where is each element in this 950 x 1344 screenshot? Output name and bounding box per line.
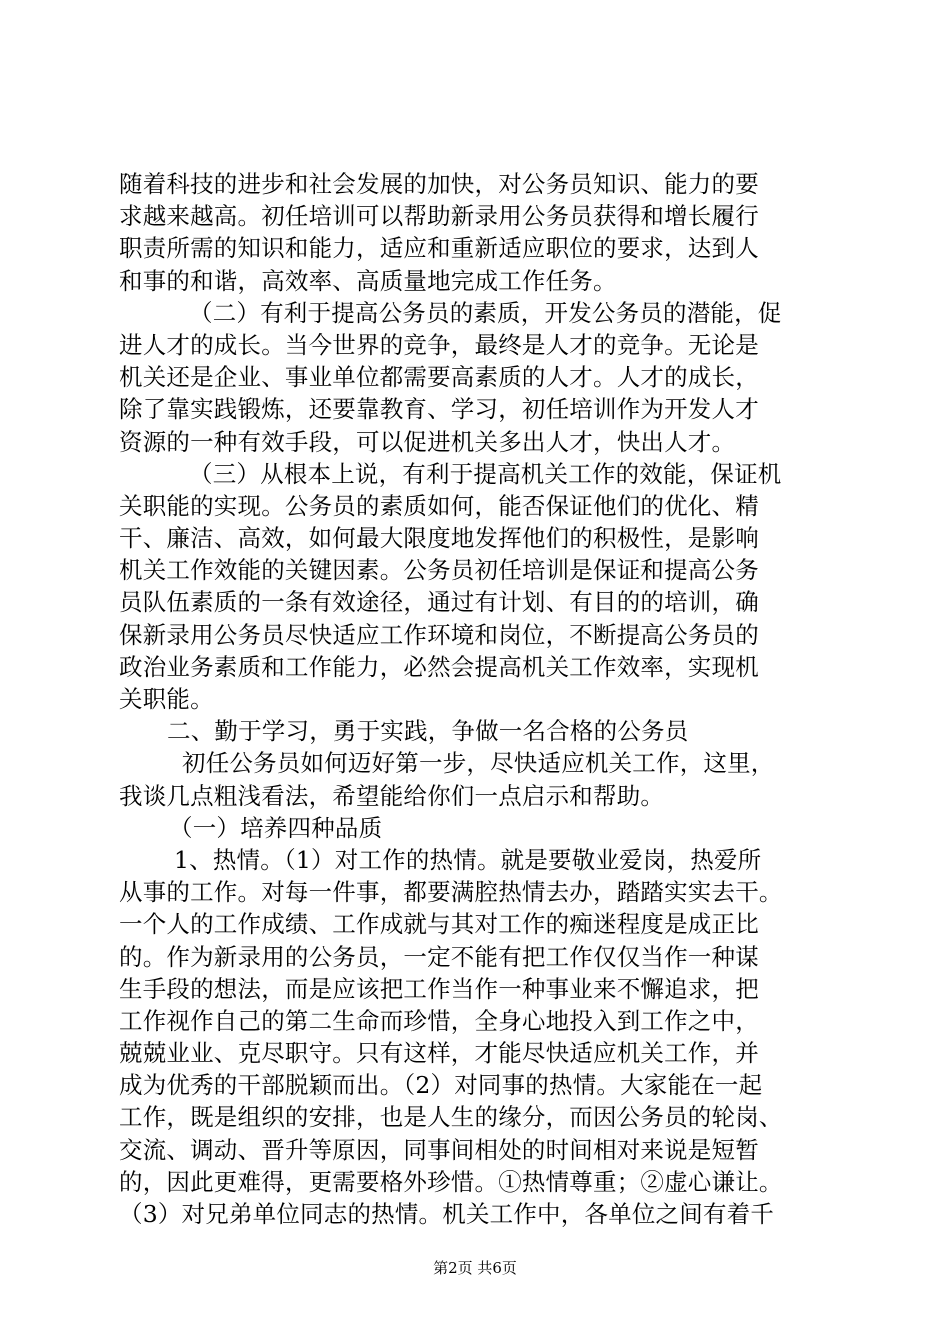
- text-line: 关职能的实现。公务员的素质如何，能否保证他们的优化、精: [119, 491, 759, 520]
- text-line: （三）从根本上说，有利于提高机关工作的效能，保证机: [189, 459, 782, 488]
- text-line: （二）有利于提高公务员的素质，开发公务员的潜能，促: [189, 298, 782, 327]
- text-line: 生手段的想法，而是应该把工作当作一种事业来不懈追求，把: [119, 974, 759, 1003]
- text-line: 的。作为新录用的公务员，一定不能有把工作仅仅当作一种谋: [119, 942, 759, 971]
- text-line: 资源的一种有效手段，可以促进机关多出人才，快出人才。: [119, 427, 736, 456]
- text-line: 除了靠实践锻炼，还要靠教育、学习，初任培训作为开发人才: [119, 395, 759, 424]
- text-line: 一个人的工作成绩、工作成就与其对工作的痴迷程度是成正比: [119, 910, 759, 939]
- text-line: 机关工作效能的关键因素。公务员初任培训是保证和提高公务: [119, 556, 759, 585]
- text-line: 政治业务素质和工作能力，必然会提高机关工作效率，实现机: [119, 652, 759, 681]
- text-line: 和事的和谐，高效率、高质量地完成工作任务。: [119, 266, 617, 295]
- text-line: 的，因此更难得，更需要格外珍惜。①热情尊重；②虚心谦让。: [119, 1167, 783, 1196]
- text-line: 工作视作自己的第二生命而珍惜，全身心地投入到工作之中，: [119, 1006, 759, 1035]
- text-line: 初任公务员如何迈好第一步，尽快适应机关工作，这里，: [182, 749, 775, 778]
- text-line: 从事的工作。对每一件事，都要满腔热情去办，踏踏实实去干。: [119, 878, 783, 907]
- section-heading: 二、勤于学习，勇于实践，争做一名合格的公务员: [167, 717, 689, 746]
- text-line: 我谈几点粗浅看法，希望能给你们一点启示和帮助。: [119, 781, 665, 810]
- subsection-heading: （一）培养四种品质: [169, 813, 383, 842]
- text-line: 职责所需的知识和能力，适应和重新适应职位的要求，达到人: [119, 234, 759, 263]
- document-body: [119, 168, 834, 1230]
- text-line: 求越来越高。初任培训可以帮助新录用公务员获得和增长履行: [119, 202, 759, 231]
- text-line: 员队伍素质的一条有效途径，通过有计划、有目的的培训，确: [119, 588, 759, 617]
- text-line: 工作，既是组织的安排，也是人生的缘分，而因公务员的轮岗、: [119, 1103, 783, 1132]
- text-line: 进人才的成长。当今世界的竞争，最终是人才的竞争。无论是: [119, 330, 759, 359]
- text-line: 随着科技的进步和社会发展的加快，对公务员知识、能力的要: [119, 170, 759, 198]
- text-line: 干、廉洁、高效，如何最大限度地发挥他们的积极性，是影响: [119, 524, 759, 553]
- page-number-footer: 第2页 共6页: [433, 1259, 517, 1277]
- text-line: 成为优秀的干部脱颖而出。（2）对同事的热情。大家能在一起: [119, 1071, 763, 1100]
- text-line: 机关还是企业、事业单位都需要高素质的人才。人才的成长，: [119, 363, 759, 392]
- text-line: 1、热情。（1）对工作的热情。就是要敬业爱岗，热爱所: [174, 845, 762, 874]
- text-line: 交流、调动、晋升等原因，同事间相处的时间相对来说是短暂: [119, 1135, 759, 1164]
- text-line: 兢兢业业、克尽职守。只有这样，才能尽快适应机关工作，并: [119, 1039, 759, 1068]
- text-line: 关职能。: [119, 685, 214, 713]
- text-line: 保新录用公务员尽快适应工作环境和岗位，不断提高公务员的: [119, 620, 759, 649]
- text-line: （3）对兄弟单位同志的热情。机关工作中，各单位之间有着千: [119, 1200, 775, 1228]
